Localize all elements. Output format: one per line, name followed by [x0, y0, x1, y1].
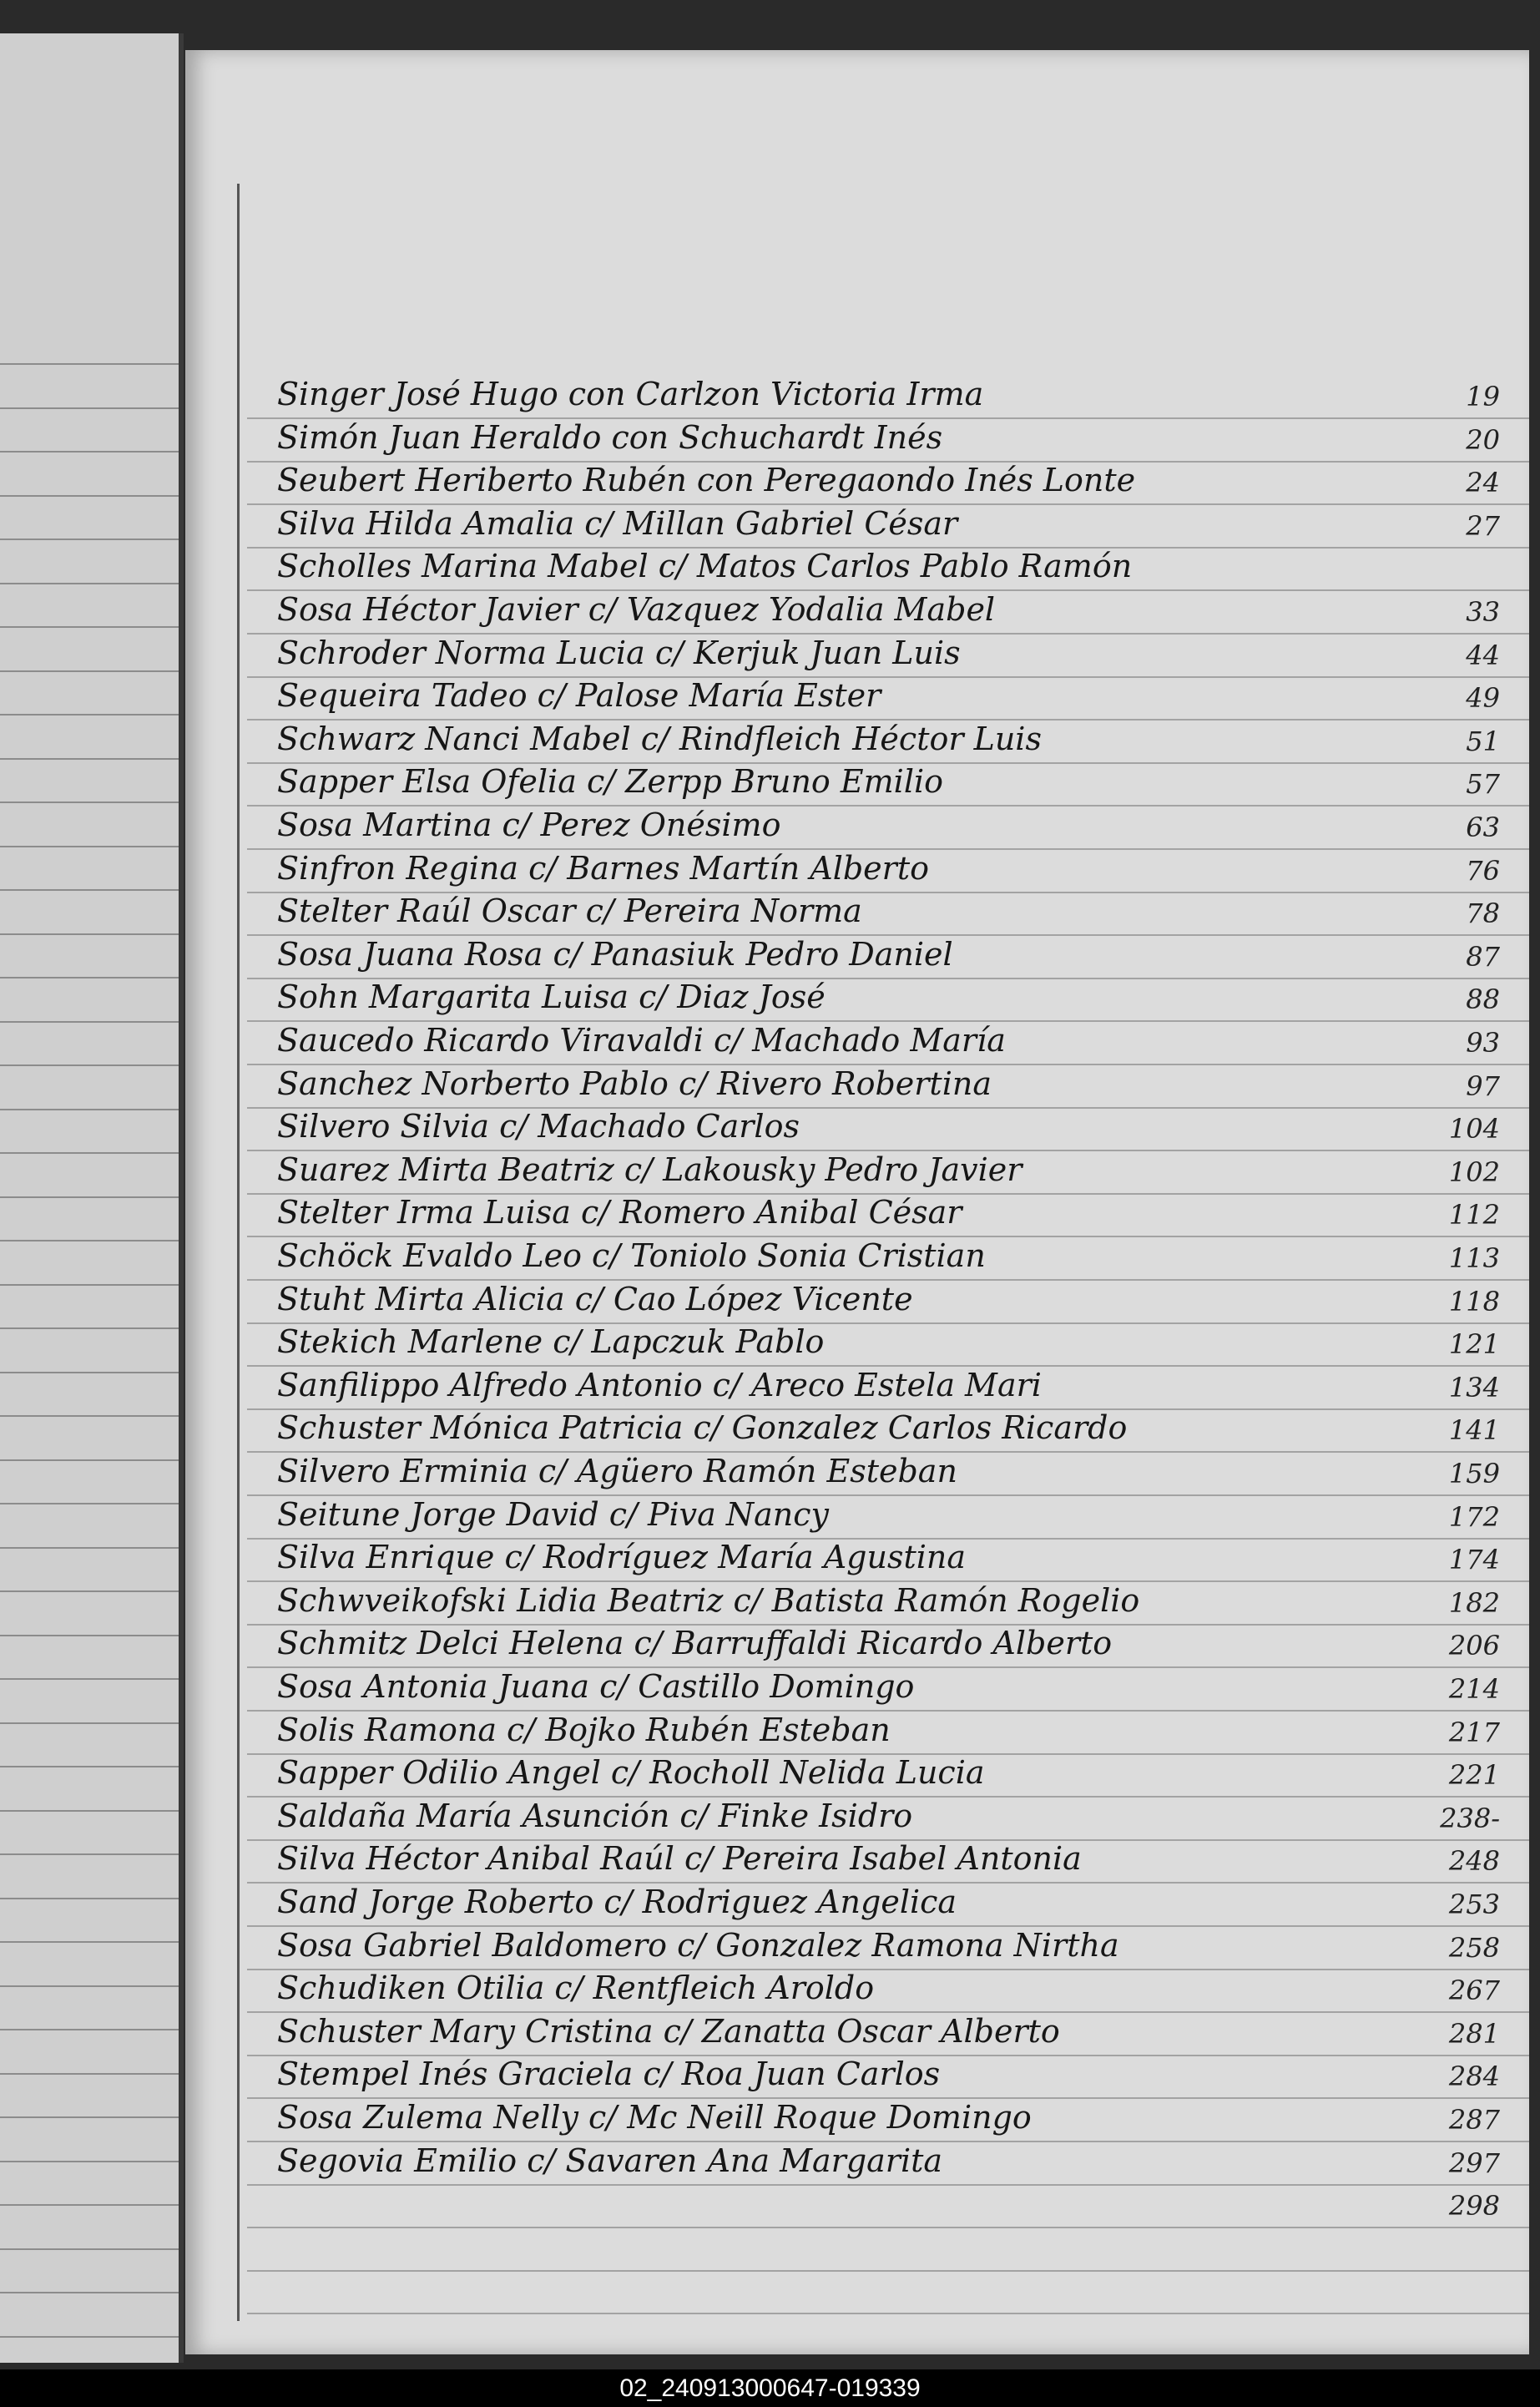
index-entry: [185, 934, 1529, 978]
entry-page-number: 159: [1448, 1458, 1500, 1489]
left-page-ruled-line: [0, 539, 179, 540]
left-page-ruled-line: [0, 1853, 179, 1855]
entry-name: Segovia Emilio c/ Savaren Ana Margarita: [277, 2142, 943, 2179]
left-page-ruled-line: [0, 2161, 179, 2162]
entry-page-number: 141: [1448, 1414, 1500, 1447]
left-page-ruled-line: [0, 2073, 179, 2075]
index-entry: [185, 761, 1529, 805]
entry-page-number: 258: [1448, 1931, 1500, 1964]
entry-page-number: 118: [1448, 1285, 1500, 1317]
left-page-ruled-line: [0, 1109, 179, 1110]
left-page-ruled-line: [0, 626, 179, 628]
entry-page-number: 87: [1466, 940, 1500, 973]
index-entry: [185, 1451, 1529, 1494]
entry-name: Stelter Raúl Oscar c/ Pereira Norma: [277, 893, 862, 930]
index-entry: [185, 719, 1529, 762]
index-entry: [185, 1408, 1529, 1451]
left-page-ruled-line: [0, 1590, 179, 1592]
left-page-ruled-line: [0, 1810, 179, 1812]
index-entry: [185, 2097, 1529, 2141]
entry-page-number: 297: [1448, 2147, 1500, 2179]
entry-name: Solis Ramona c/ Bojko Rubén Esteban: [277, 1711, 891, 1748]
entry-page-number: 27: [1466, 509, 1500, 542]
entry-name: Sapper Odilio Angel c/ Rocholl Nelida Lucia: [277, 1754, 985, 1792]
left-page-ruled-line: [0, 1064, 179, 1066]
entry-name: Sosa Héctor Javier c/ Vazquez Yodalia Mabel: [277, 591, 996, 628]
entry-page-number: 172: [1448, 1500, 1500, 1533]
entry-page-number: 206: [1448, 1630, 1500, 1662]
left-page-ruled-line: [0, 2292, 179, 2293]
entry-name: Sohn Margarita Luisa c/ Diaz José: [277, 978, 826, 1016]
left-page-ruled-line: [0, 1678, 179, 1680]
entry-page-number: 33: [1466, 596, 1500, 628]
entry-page-number: 112: [1448, 1199, 1500, 1231]
entry-page-number: 24: [1466, 467, 1500, 499]
entry-page-number: 44: [1466, 639, 1500, 671]
left-page-ruled-line: [0, 451, 179, 453]
index-entry: [185, 2054, 1529, 2097]
entry-name: Suarez Mirta Beatriz c/ Lakousky Pedro Javier: [277, 1150, 1022, 1188]
entry-name: Schwarz Nanci Mabel c/ Rindfleich Héctor Luis: [277, 720, 1042, 757]
entry-name: Stuht Mirta Alicia c/ Cao López Vicente: [277, 1280, 913, 1317]
entry-page-number: 63: [1466, 812, 1500, 843]
index-entry: [185, 1623, 1529, 1666]
index-list: [185, 50, 1529, 2354]
entry-page-number: 88: [1466, 984, 1500, 1016]
index-entry: [185, 2141, 1529, 2184]
entry-name: Sanchez Norberto Pablo c/ Rivero Robertina: [277, 1064, 992, 1102]
entry-name: Sosa Martina c/ Perez Onésimo: [277, 807, 781, 843]
index-entry: [185, 1710, 1529, 1753]
entry-name: Singer José Hugo con Carlzon Victoria Irma: [277, 376, 984, 412]
index-entry: [185, 546, 1529, 589]
left-page-ruled-line: [0, 495, 179, 497]
entry-page-number: 298: [1448, 2190, 1500, 2222]
entry-name: Schöck Evaldo Leo c/ Toniolo Sonia Cristian: [277, 1237, 986, 1274]
index-entry: [185, 633, 1529, 676]
left-page-ruled-line: [0, 583, 179, 584]
index-entry: [185, 1796, 1529, 1839]
left-page-ruled-line: [0, 758, 179, 760]
entry-name: Sinfron Regina c/ Barnes Martín Alberto: [277, 849, 929, 887]
entry-page-number: 97: [1466, 1069, 1500, 1102]
image-id-label: 02_240913000647-019339: [619, 2374, 921, 2402]
left-page-ruled-line: [0, 1459, 179, 1461]
entry-page-number: 121: [1448, 1328, 1500, 1361]
entry-name: Sosa Gabriel Baldomero c/ Gonzalez Ramona Nirtha: [277, 1926, 1119, 1964]
entry-page-number: 287: [1448, 2104, 1500, 2136]
entry-name: Seitune Jorge David c/ Piva Nancy: [277, 1495, 829, 1533]
left-page-ruled-line: [0, 714, 179, 716]
index-entry: [185, 1192, 1529, 1236]
entry-page-number: 238-: [1440, 1802, 1500, 1834]
index-entry: [185, 1365, 1529, 1408]
index-entry: [185, 891, 1529, 934]
entry-page-number: 93: [1466, 1027, 1500, 1059]
index-entry: [185, 2011, 1529, 2055]
index-entry: [185, 1494, 1529, 1538]
entry-page-number: 113: [1448, 1242, 1500, 1274]
entry-name: Stekich Marlene c/ Lapczuk Pablo: [277, 1323, 825, 1361]
left-page-ruled-line: [0, 1284, 179, 1286]
entry-name: Schmitz Delci Helena c/ Barruffaldi Ricardo Alberto: [277, 1625, 1113, 1662]
entry-page-number: 267: [1448, 1975, 1500, 2007]
entry-page-number: 20: [1466, 423, 1500, 456]
left-page-ruled-line: [0, 801, 179, 803]
index-entry: [185, 1279, 1529, 1322]
index-entry: [185, 503, 1529, 547]
entry-name: Silvero Erminia c/ Agüero Ramón Esteban: [277, 1453, 957, 1489]
index-entry: [185, 1236, 1529, 1279]
left-page-ruled-line: [0, 1021, 179, 1023]
entry-name: Sanfilippo Alfredo Antonio c/ Areco Estela Mari: [277, 1366, 1042, 1403]
entry-page-number: 174: [1448, 1544, 1500, 1576]
entry-name: Scholles Marina Mabel c/ Matos Carlos Pablo Ramón: [277, 548, 1133, 585]
index-entry: [185, 977, 1529, 1020]
entry-name: Silvero Silvia c/ Machado Carlos: [277, 1108, 800, 1145]
entry-name: Silva Enrique c/ Rodríguez María Agustina: [277, 1539, 967, 1576]
left-page-ruled-line: [0, 1327, 179, 1329]
index-entry: [185, 1106, 1529, 1150]
left-page-ruled-line: [0, 1635, 179, 1636]
index-entry: [185, 1752, 1529, 1796]
entry-name: Sand Jorge Roberto c/ Rodriguez Angelica: [277, 1884, 957, 1920]
left-page-ruled-line: [0, 2116, 179, 2118]
entry-name: Saucedo Ricardo Viravaldi c/ Machado María: [277, 1022, 1006, 1059]
index-entry: [185, 1925, 1529, 1969]
entry-name: Sosa Juana Rosa c/ Panasiuk Pedro Daniel: [277, 935, 953, 973]
entry-page-number: 214: [1448, 1673, 1500, 1705]
entry-name: Schuster Mary Cristina c/ Zanatta Oscar Alberto: [277, 2012, 1060, 2050]
left-page-ruled-line: [0, 1372, 179, 1373]
left-page-ruled-line: [0, 1941, 179, 1943]
left-page: [0, 33, 184, 2363]
index-entry: [185, 460, 1529, 503]
index-entry: [185, 1322, 1529, 1365]
entry-name: Simón Juan Heraldo con Schuchardt Inés: [277, 418, 943, 456]
footer-bar: [0, 2369, 1540, 2407]
entry-page-number: 182: [1448, 1586, 1500, 1619]
index-entry: [185, 2183, 1529, 2227]
entry-page-number: 78: [1466, 898, 1500, 930]
index-entry: [185, 848, 1529, 892]
index-entry: [185, 1020, 1529, 1064]
left-page-ruled-line: [0, 2248, 179, 2250]
entry-page-number: 134: [1448, 1371, 1500, 1403]
index-entry: [185, 417, 1529, 461]
index-entry: [185, 1968, 1529, 2011]
entry-name: Sequeira Tadeo c/ Palose María Ester: [277, 677, 881, 715]
entry-name: Silva Hilda Amalia c/ Millan Gabriel César: [277, 504, 958, 542]
left-page-ruled-line: [0, 1415, 179, 1417]
index-entry: [185, 1580, 1529, 1624]
left-page-ruled-line: [0, 933, 179, 935]
entry-page-number: 76: [1466, 854, 1500, 887]
entry-name: Sosa Zulema Nelly c/ Mc Neill Roque Domingo: [277, 2099, 1032, 2136]
entry-page-number: 104: [1448, 1113, 1500, 1145]
index-entry: [185, 1064, 1529, 1107]
entry-page-number: 248: [1448, 1845, 1500, 1878]
left-page-ruled-line: [0, 407, 179, 409]
left-page-ruled-line: [0, 363, 179, 365]
left-page-ruled-line: [0, 1503, 179, 1504]
entry-page-number: 281: [1448, 2017, 1500, 2050]
left-page-ruled-line: [0, 1240, 179, 1241]
entry-name: Saldaña María Asunción c/ Finke Isidro: [277, 1797, 913, 1834]
entry-page-number: 284: [1448, 2061, 1500, 2093]
index-entry: [185, 805, 1529, 848]
entry-name: Schuster Mónica Patricia c/ Gonzalez Carlos Ricardo: [277, 1409, 1128, 1447]
entry-page-number: 217: [1448, 1716, 1500, 1748]
left-page-ruled-line: [0, 2204, 179, 2206]
entry-name: Schudiken Otilia c/ Rentfleich Aroldo: [277, 1970, 875, 2007]
entry-page-number: 102: [1448, 1155, 1500, 1188]
index-entry: [185, 1150, 1529, 1193]
index-entry: [185, 1882, 1529, 1925]
entry-page-number: 51: [1466, 725, 1500, 757]
index-entry: [185, 589, 1529, 633]
left-page-ruled-line: [0, 2029, 179, 2030]
entry-name: Schwveikofski Lidia Beatriz c/ Batista Ramón Rogelio: [277, 1581, 1140, 1619]
entry-page-number: 49: [1466, 682, 1500, 715]
entry-page-number: 19: [1466, 381, 1500, 412]
entry-name: Sosa Antonia Juana c/ Castillo Domingo: [277, 1668, 915, 1705]
left-page-ruled-line: [0, 1898, 179, 1899]
left-page-ruled-line: [0, 1766, 179, 1767]
left-page-ruled-line: [0, 670, 179, 672]
left-page-ruled-line: [0, 1196, 179, 1198]
entry-page-number: 253: [1448, 1889, 1500, 1920]
left-page-ruled-line: [0, 889, 179, 891]
index-entry: [185, 1838, 1529, 1882]
entry-page-number: 57: [1466, 768, 1500, 801]
left-page-ruled-line: [0, 846, 179, 847]
index-entry: [185, 675, 1529, 719]
left-page-ruled-line: [0, 2336, 179, 2338]
entry-name: Silva Héctor Anibal Raúl c/ Pereira Isabel Antonia: [277, 1840, 1082, 1878]
entry-name: Schroder Norma Lucia c/ Kerjuk Juan Luis: [277, 634, 961, 671]
entry-name: Sapper Elsa Ofelia c/ Zerpp Bruno Emilio: [277, 763, 943, 801]
entry-name: Seubert Heriberto Rubén con Peregaondo Inés Lonte: [277, 462, 1136, 499]
index-entry: [185, 1666, 1529, 1710]
entry-name: Stelter Irma Luisa c/ Romero Anibal César: [277, 1194, 962, 1231]
left-page-ruled-line: [0, 1985, 179, 1987]
entry-page-number: 221: [1448, 1759, 1500, 1792]
left-page-ruled-line: [0, 1547, 179, 1549]
index-entry: [185, 374, 1529, 417]
left-page-ruled-line: [0, 977, 179, 978]
left-page-ruled-line: [0, 1152, 179, 1154]
entry-name: Stempel Inés Graciela c/ Roa Juan Carlos: [277, 2056, 941, 2093]
left-page-ruled-line: [0, 1722, 179, 1724]
right-page: [185, 50, 1529, 2354]
index-entry: [185, 1537, 1529, 1580]
